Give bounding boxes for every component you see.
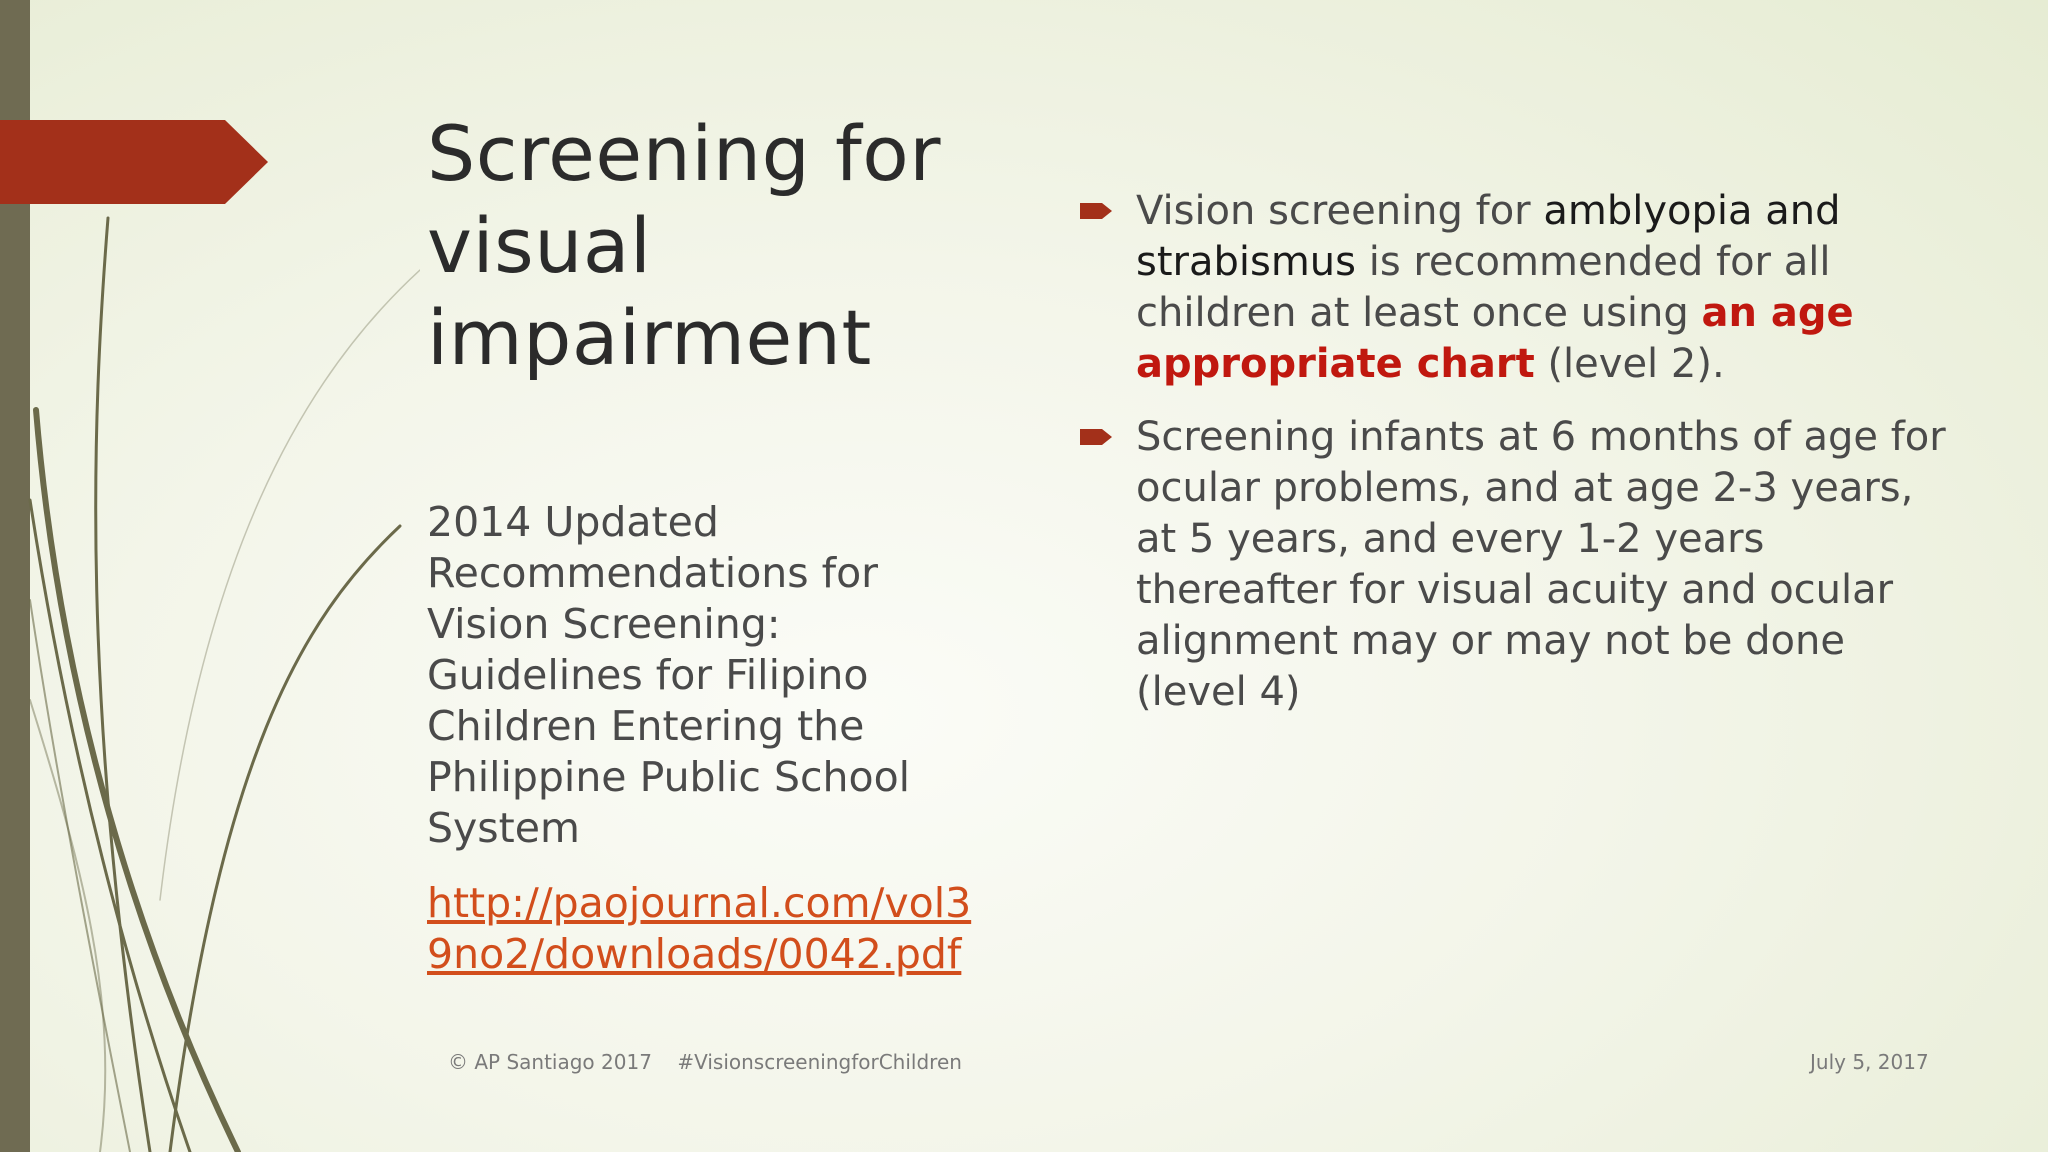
title-banner-arrow	[0, 120, 268, 204]
bullet-list	[1080, 186, 1950, 740]
bullet-item	[1080, 412, 1950, 718]
decorative-stems	[0, 0, 420, 1152]
bullet-text-part: is recommended for all children at least once using	[1136, 239, 1831, 336]
footer-copyright: © AP Santiago 2017 #VisionscreeningforChildren	[448, 1050, 962, 1074]
bullet-text-part: (level 2).	[1534, 341, 1725, 387]
footer-date: July 5, 2017	[1810, 1050, 1929, 1074]
bullet-item	[1080, 186, 1950, 390]
arrow-bullet-icon	[1080, 200, 1114, 222]
arrow-bullet-icon	[1080, 426, 1114, 448]
reference-subtitle: 2014 Updated Recommendations for Vision Screening: Guidelines for Filipino Children Entering the Philippine Public School System	[427, 498, 911, 852]
chart-emphasis: an age appropriate chart	[1136, 290, 1854, 387]
condition-emphasis: amblyopia and strabismus	[1136, 188, 1841, 285]
reference-link[interactable]: http://paojournal.com/vol39no2/downloads/0042.pdf	[427, 879, 972, 978]
slide-title: Screening for visual impairment	[427, 109, 941, 382]
bullet-text-part: Vision screening for	[1136, 188, 1544, 234]
bullet-text: Screening infants at 6 months of age for ocular problems, and at age 2-3 years, at 5 years, and every 1-2 years thereafter for visual acuity and ocular alignment may or may not be done (level 4)	[1136, 414, 1946, 715]
